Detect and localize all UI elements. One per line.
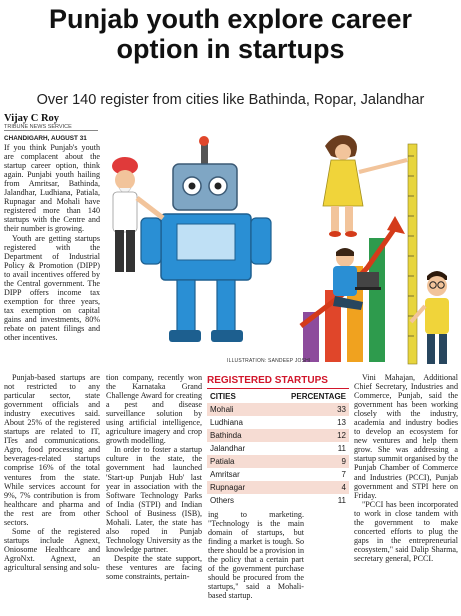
city-cell: Jalandhar (210, 444, 246, 453)
percentage-cell: 7 (341, 470, 346, 479)
article-column-4 (354, 373, 458, 563)
city-cell: Others (210, 496, 235, 505)
table-row (207, 416, 349, 429)
article-column-1 (4, 133, 100, 342)
paragraph: Some of the registered startups include Agnext, Oniosome Healthcare and AgroNxt. Agnext, an agricultural sensing and solu- (4, 526, 100, 572)
article-column-3 (208, 510, 304, 600)
dateline: CHANDIGARH, AUGUST 31 (4, 135, 87, 142)
byline: Vijay C Roy (4, 113, 60, 124)
table-header (207, 391, 349, 403)
paragraph: ing to marketing. "Technology is the main domain of startups, but finding a market is tough. So there should be a provision in the policy that a certain part of the government purchase should be procured from the startups," said a Mohali-based startup. (208, 510, 304, 601)
city-cell: Mohali (210, 405, 234, 414)
city-cell: Ludhiana (210, 418, 243, 427)
city-cell: Patiala (210, 457, 235, 466)
dateline-paragraph (4, 133, 100, 143)
paragraph: tion company, recently won the Karnataka Grand Challenge Award for creating a pest and disease surveillance solution by using artificial intelligence, agriculture imagery and crop growth modelling. (106, 373, 202, 446)
article-column-1-lower (4, 373, 100, 572)
percentage-cell: 9 (341, 457, 346, 466)
article-column-2 (106, 373, 202, 581)
table-row (207, 455, 349, 468)
percentage-cell: 11 (337, 444, 346, 453)
subheadline: Over 140 register from cities like Bathinda, Ropar, Jalandhar (36, 92, 425, 108)
city-cell: Bathinda (210, 431, 242, 440)
headline-line-2: option in startups (116, 34, 345, 64)
illustration-credit: ILLUSTRATION: SANDEEP JOSHI (227, 358, 311, 364)
table-row (207, 468, 349, 481)
percentage-cell: 33 (337, 405, 346, 414)
percentage-cell: 13 (337, 418, 346, 427)
paragraph: Despite the state support, these ventures are facing some constraints, pertain- (106, 553, 202, 582)
city-cell: Rupnagar (210, 483, 246, 492)
startup-illustration (105, 126, 461, 373)
agency-credit: TRIBUNE NEWS SERVICE (4, 124, 72, 130)
column-header-cities: CITIES (210, 392, 236, 401)
city-cell: Amritsar (210, 470, 240, 479)
table-row (207, 494, 349, 507)
byline-divider (4, 130, 98, 131)
table-row (207, 481, 349, 494)
headline (0, 4, 461, 64)
percentage-cell: 12 (337, 431, 346, 440)
table-row (207, 403, 349, 416)
headline-line-1: Punjab youth explore career (48, 4, 413, 34)
column-header-percentage: PERCENTAGE (291, 392, 346, 401)
table-row (207, 442, 349, 455)
paragraph: In order to foster a startup culture in the state, the government had launched 'Start-up Punjab Hub' last year in association with the Software Technology Parks of India (STPI) and Indian School of Business (ISB), Mohali. Later, the state has also roped in Punjab Technology University as the knowledge partner. (106, 445, 202, 554)
paragraph: If you think Punjab's youth are complacent about the startup career option, think again. Punjabi youth hailing from Amritsar, Bathinda, Jalandhar, Ludhiana, Patiala, Rupnagar and Mohali have registered more than 140 startups with the Centre and their number is growing. (4, 143, 100, 234)
table-body (207, 403, 349, 507)
table-row (207, 429, 349, 442)
percentage-cell: 4 (341, 483, 346, 492)
robot-figure (141, 136, 271, 342)
paragraph: "PCCI has been incorporated to work in close tandem with the government to make concerted efforts to plug the gaps in the entrepreneurial ecosystem," said Dalip Sharma, secretary general, PCCI. (354, 499, 458, 563)
table-title: REGISTERED STARTUPS (207, 374, 349, 389)
percentage-cell: 11 (337, 496, 346, 505)
paragraph: Youth are getting startups registered with the Department of Industrial Policy & Promotion (DIPP) to avail incentives offered by the Central government. The DIPP offers income tax exemption for three years, tax exemption on capital gains and investments, 80% rebate on patent filings and other incentives. (4, 233, 100, 343)
paragraph: Punjab-based startups are not restricted to any particular sector, state government officials and industry executives said. About 25% of the registered startups are related to IT, ITes and communications. Agro, food processing and beverages-related startups comprise 16% of the total ventures from the state. While services account for 9%, 7% contribution is from healthcare and pharma and the rest are from other sectors. (4, 373, 100, 527)
registered-startups-table (207, 374, 349, 507)
paragraph: Vini Mahajan, Additional Chief Secretary, Industries and Commerce, Punjab, said the government has been working closely with the industry, academia and industry bodies to develop an ecosystem for new ventures and help them grow. She was addressing a startup summit organised by the Punjab Chamber of Commerce and Industries (PCCI), Punjab government and STPI here on Friday. (354, 373, 458, 500)
measuring-tape-icon (408, 144, 417, 364)
